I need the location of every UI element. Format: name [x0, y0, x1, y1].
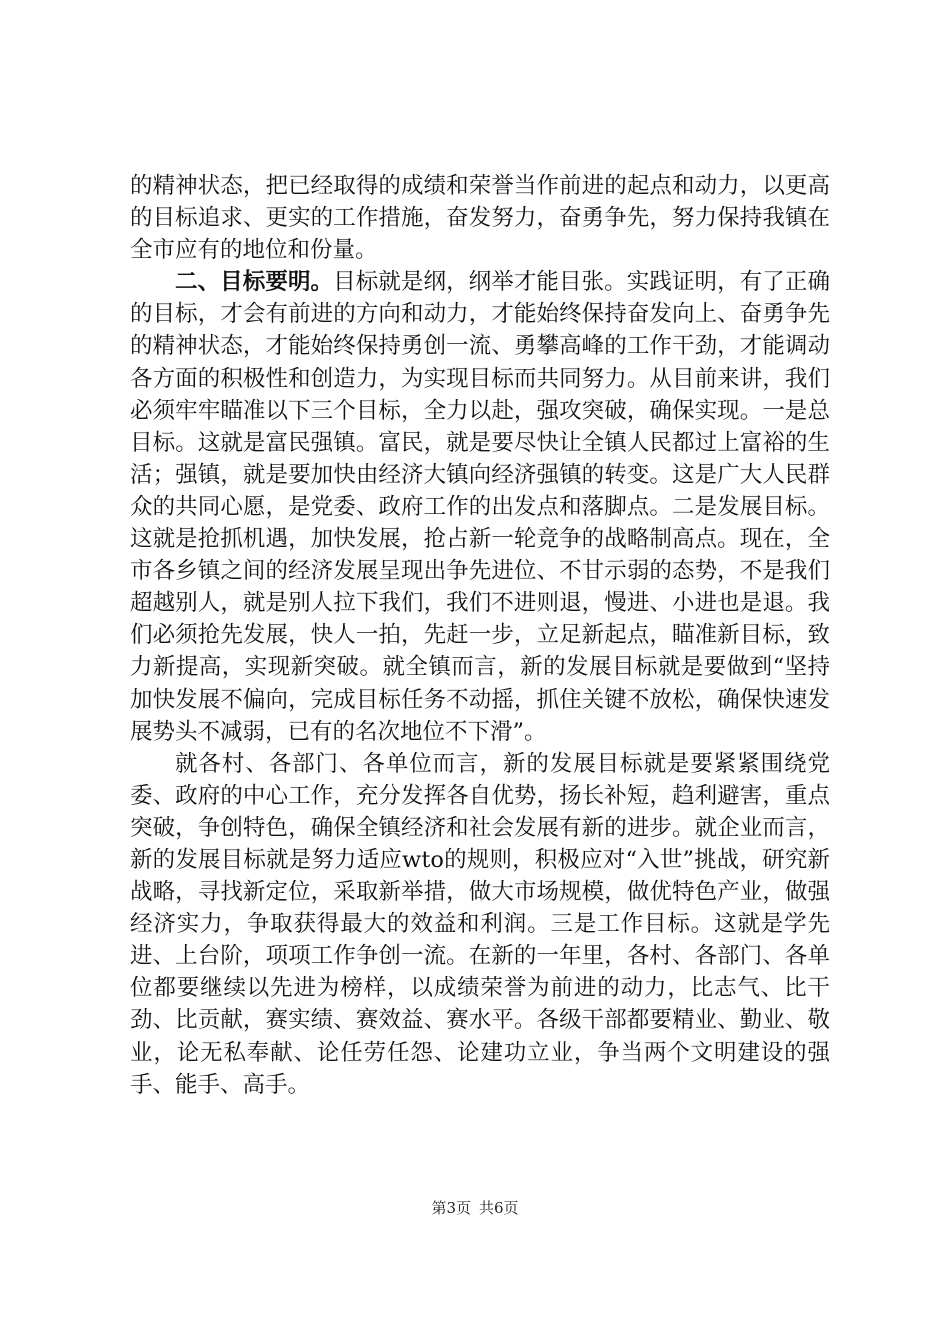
- section-heading-goals: 二、目标要明。: [175, 269, 334, 296]
- document-body: [130, 170, 830, 1101]
- paragraph-1-text: 的精神状态，把已经取得的成绩和荣誉当作前进的起点和动力，以更高的目标追求、更实的工作措施，奋发努力，奋勇争先，努力保持我镇在全市应有的地位和份量。: [130, 173, 830, 264]
- paragraph-2: [130, 266, 830, 747]
- page-total: 共6页: [479, 1199, 519, 1217]
- page-footer: [0, 1197, 950, 1218]
- paragraph-2-text: 目标就是纲，纲举才能目张。实践证明，有了正确的目标，才会有前进的方向和动力，才能始终保持奋发向上、奋勇争先的精神状态，才能始终保持勇创一流、勇攀高峰的工作干劲，才能调动各方面的积极性和创造力，为实现目标而共同努力。从目前来讲，我们必须牢牢瞄准以下三个目标，全力以赴，强攻突破，确保实现。一是总目标。这就是富民强镇。富民，就是要尽快让全镇人民都过上富裕的生活；强镇，就是要加快由经济大镇向经济强镇的转变。这是广大人民群众的共同心愿，是党委、政府工作的出发点和落脚点。二是发展目标。这就是抢抓机遇，加快发展，抢占新一轮竞争的战略制高点。现在，全市各乡镇之间的经济发展呈现出争先进位、不甘示弱的态势，不是我们超越别人，就是别人拉下我们，我们不进则退，慢进、小进也是退。我们必须抢先发展，快人一拍，先赶一步，立足新起点，瞄准新目标，致力新提高，实现新突破。就全镇而言，新的发展目标就是要做到“坚持加快发展不偏向，完成目标任务不动摇，抓住关键不放松，确保快速发展势头不减弱，已有的名次地位不下滑”。: [130, 269, 830, 745]
- paragraph-3: [130, 748, 830, 1101]
- paragraph-1: [130, 170, 830, 266]
- paragraph-3-text: 就各村、各部门、各单位而言，新的发展目标就是要紧紧围绕党委、政府的中心工作，充分发挥各自优势，扬长补短，趋利避害，重点突破，争创特色，确保全镇经济和社会发展有新的进步。就企业而言，新的发展目标就是努力适应wto的规则，积极应对“入世”挑战，研究新战略，寻找新定位，采取新举措，做大市场规模，做优特色产业，做强经济实力，争取获得最大的效益和利润。三是工作目标。这就是学先进、上台阶，项项工作争创一流。在新的一年里，各村、各部门、各单位都要继续以先进为榜样，以成绩荣誉为前进的动力，比志气、比干劲、比贡献，赛实绩、赛效益、赛水平。各级干部都要精业、勤业、敬业，论无私奉献、论任劳任怨、论建功立业，争当两个文明建设的强手、能手、高手。: [130, 750, 830, 1098]
- page-number: 第3页: [431, 1199, 471, 1217]
